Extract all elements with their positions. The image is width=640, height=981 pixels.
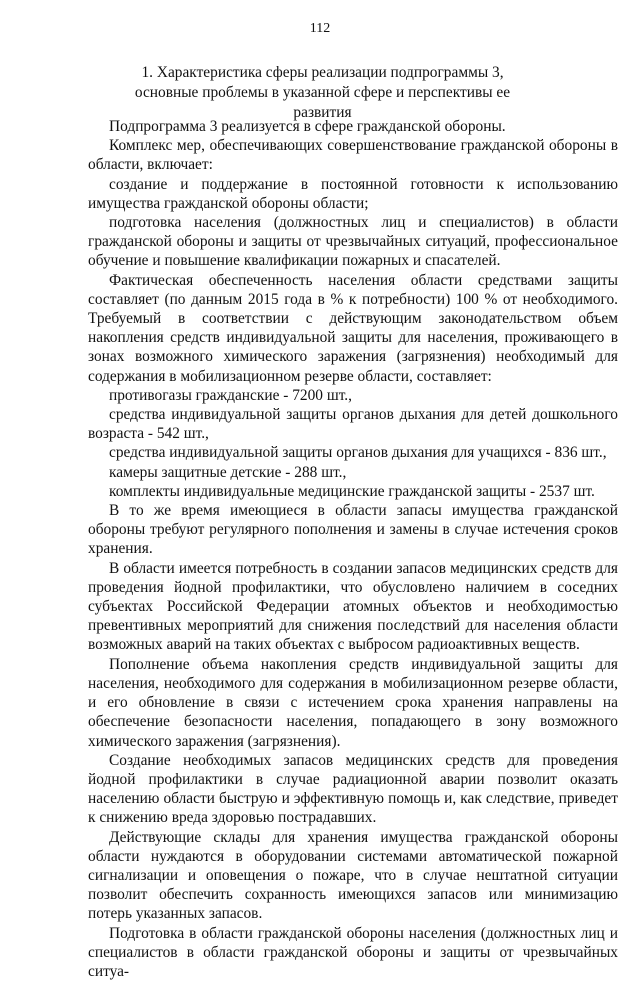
list-item-medical-kits: комплекты индивидуальные медицинские гражданской защиты - 2537 шт. (109, 482, 595, 500)
paragraph-iodine-stocks: Создание необходимых запасов медицинских средств для проведения йодной профилактики в случае радиационной аварии позволит оказать населению области быструю и эффективную помощь и, как следствие, приведет к снижению вреда здоровью пострадавших. (88, 751, 618, 827)
paragraph-iodine-need: В области имеется потребность в создании запасов медицинских средств для проведения йодной профилактики, что обусловлено наличием в соседних субъектах Российской Федерации атомных объектов и необходимостью превентивных мероприятий для снижения последствий для населения области возможных аварий на таких объектах с выбросом радиоактивных веществ. (88, 559, 618, 654)
paragraph-provision: Фактическая обеспеченность населения области средствами защиты составляет (по данным 2015 года в % к потребности) 100 % от необходимого. Требуемый в соответствии с действующим законодательством объем накопления средств индивидуальной защиты для населения, проживающего в зонах возможного химического заражения (загрязнения) необходимый для содержания в мобилизационном резерве области, составляет: (88, 271, 618, 385)
paragraph-training: Подготовка в области гражданской обороны населения (должностных лиц и специалистов в области гражданской обороны и защиты от чрезвычайных ситуа- (88, 924, 618, 980)
paragraph-measure-1: создание и поддержание в постоянной готовности к использованию имущества гражданской обороны области; (88, 175, 618, 212)
document-body (88, 117, 618, 981)
section-heading: 1. Характеристика сферы реализации подпрограммы 3, основные проблемы в указанной сфере и перспективы ее развития (134, 64, 511, 121)
list-item-preschool-protection: средства индивидуальной защиты органов дыхания для детей дошкольного возраста - 542 шт., (88, 406, 618, 443)
paragraph-warehouses: Действующие склады для хранения имущества гражданской обороны области нуждаются в оборудовании системами автоматической пожарной сигнализации и оповещения о пожаре, что в случае нештатной ситуации позволит обеспечить сохранность имеющихся запасов или минимизацию потерь указанных запасов. (88, 828, 618, 923)
page-number: 112 (309, 21, 331, 36)
list-item-gas-masks: противогазы гражданские - 7200 шт., (109, 386, 352, 404)
list-item-student-protection: средства индивидуальной защиты органов дыхания для учащихся - 836 шт., (109, 444, 607, 462)
paragraph-measure-2: подготовка населения (должностных лиц и специалистов) в области гражданской обороны и защиты от чрезвычайных ситуаций, профессиональное обучение и повышение квалификации пожарных и спасателей. (88, 214, 618, 270)
list-item-child-chambers: камеры защитные детские - 288 шт., (109, 463, 347, 481)
paragraph-replenishment: В то же время имеющиеся в области запасы имущества гражданской обороны требуют регулярного пополнения и замены в случае истечения сроков хранения. (88, 502, 618, 558)
paragraph-reserve-renewal: Пополнение объема накопления средств индивидуальной защиты для населения, необходимого для содержания в мобилизационном резерве области, и его обновление в связи с истечением срока хранения направлены на обеспечение безопасности населения, попадающего в зону возможного химического заражения (загрязнения). (88, 655, 618, 750)
paragraph-measures: Комплекс мер, обеспечивающих совершенствование гражданской обороны в области, включает: (88, 137, 618, 174)
paragraph-intro: Подпрограмма 3 реализуется в сфере гражданской обороны. (109, 118, 506, 135)
